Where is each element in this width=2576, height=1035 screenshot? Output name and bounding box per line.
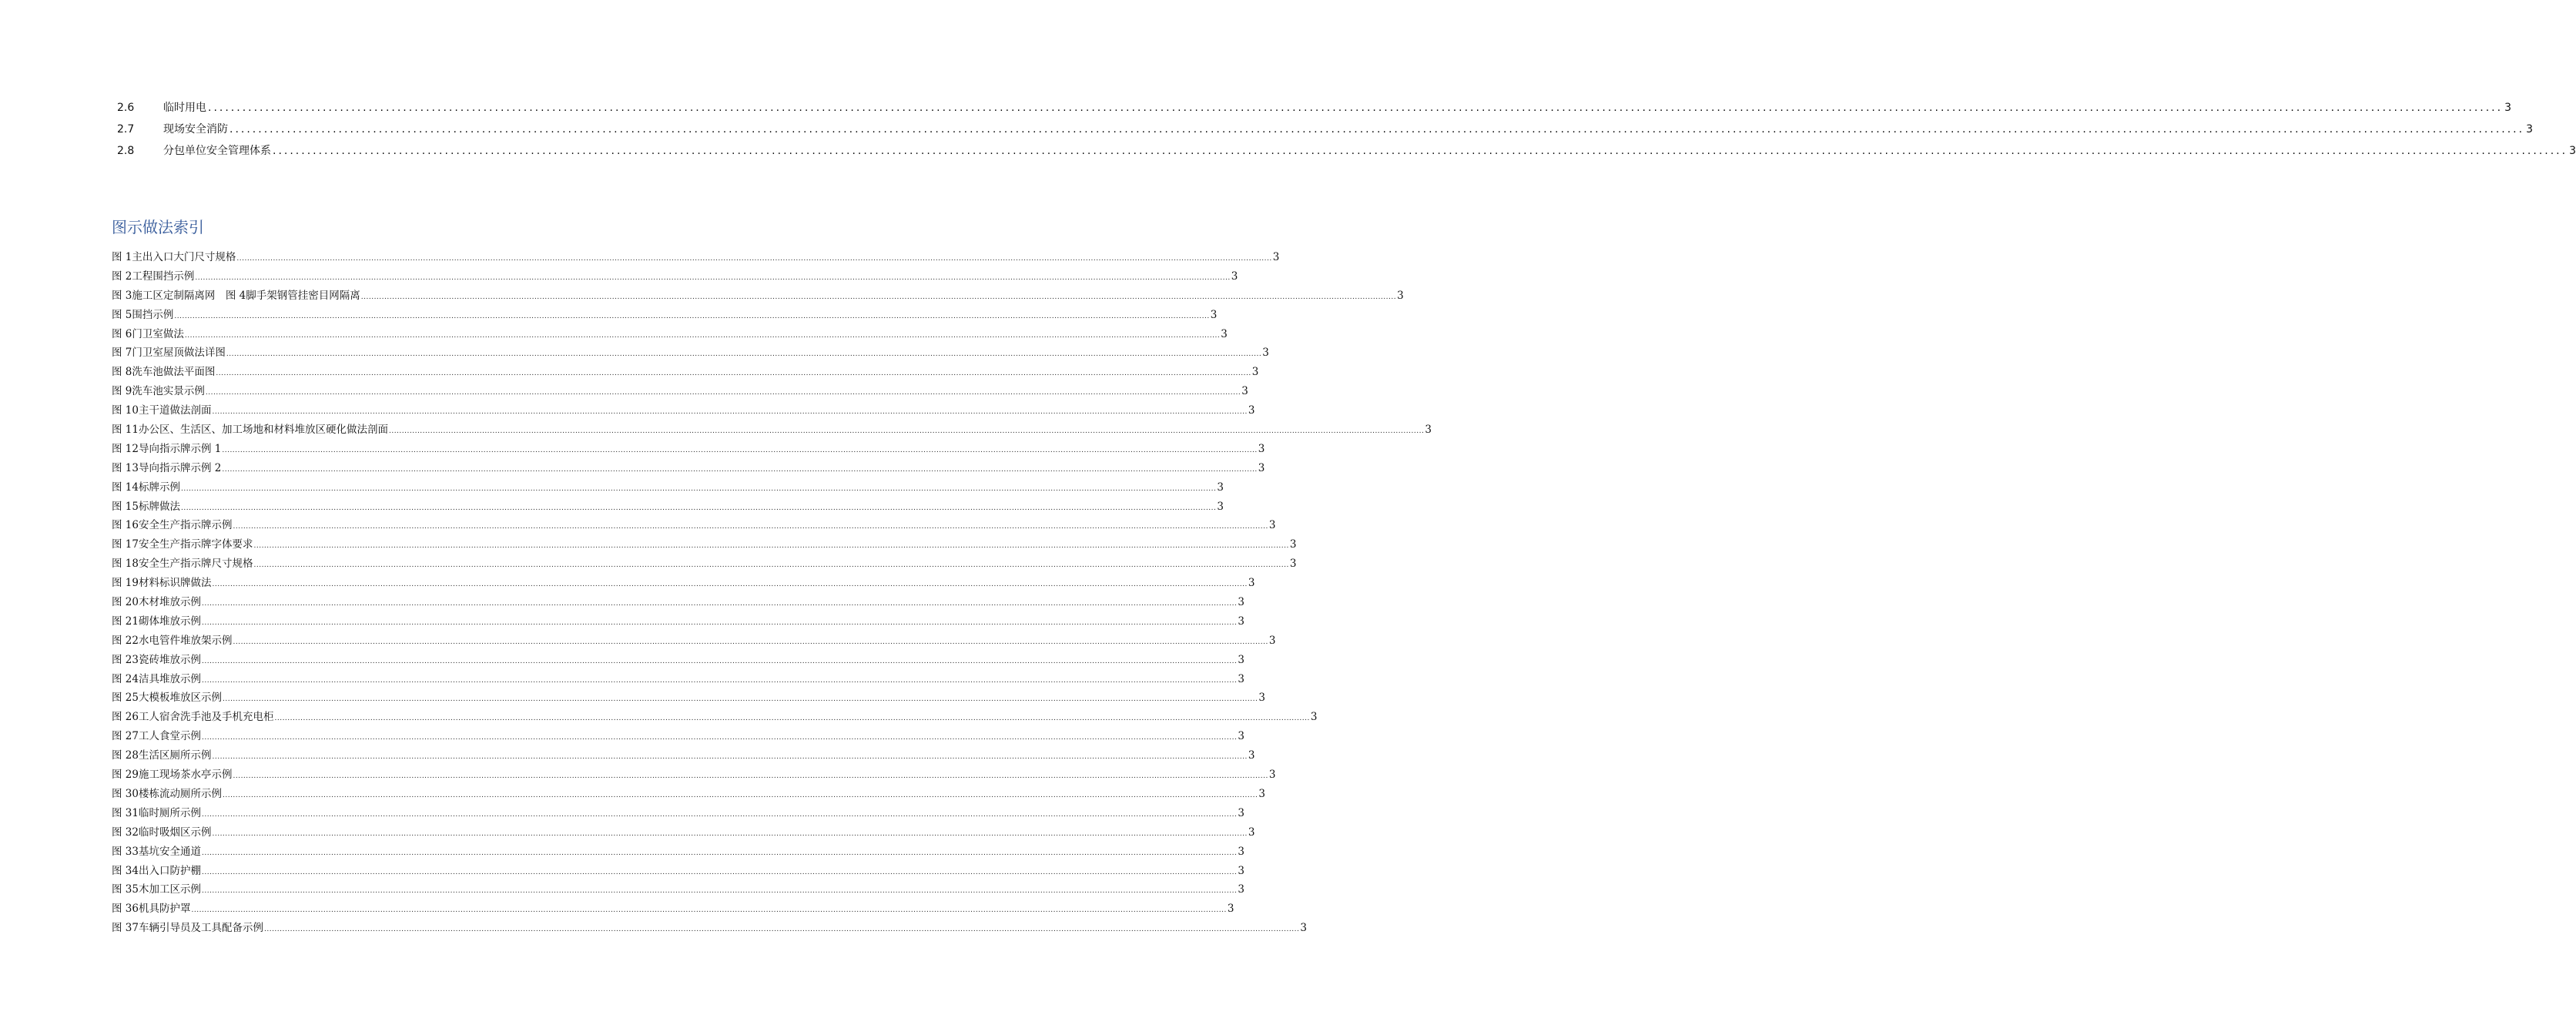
dot-leader: ................................................................................................................................................................................................................................................................................................................................................................................................................ [222,465,1258,474]
figure-index-entry[interactable] [112,688,1265,708]
dot-leader: ................................................................................................................................................................................................................................................................................................................................................................................................................ [201,657,1238,665]
figure-entry-label: 图 26工人宿舍洗手池及手机充电柜 [112,711,274,724]
figure-index-entry[interactable] [112,401,1255,420]
dot-leader: ................................................................................................................................................................................................................................................................................................................................................................................................................ [180,484,1217,493]
figure-entry-label: 图 19材料标识牌做法 [112,577,212,590]
figure-entry-label: 图 36机具防护罩 [112,903,191,916]
figure-entry-page: 3 [1227,903,1234,916]
figure-index-entry[interactable] [112,535,1297,554]
figure-index-entry[interactable] [112,823,1255,842]
figure-index-entry[interactable] [112,631,1276,651]
dot-leader: ................................................................................................................................................................................................................................................................................................................................................................................................................ [201,600,1238,608]
figure-entry-page: 3 [1221,327,1228,340]
figure-entry-label: 图 11办公区、生活区、加工场地和材料堆放区硬化做法剖面 [112,424,388,437]
figure-entry-page: 3 [1241,385,1248,398]
figure-index-entry[interactable] [112,765,1276,785]
dot-leader: ................................................................................................................................................................................................................................................................................................................................................................................................................ [201,734,1238,742]
dot-leader: ................................................................................................................................................................................................................................................................................................................................................................................................................ [205,389,1241,397]
figure-entry-page: 3 [1238,864,1244,877]
dot-leader: ................................................................................................................................................................................................................................................................................................................................................................................................................ [233,772,1268,781]
dot-leader: ................................................................................................................................................................................................................................................................................................................................................................................................................ [388,427,1425,436]
dot-leader: ................................................................................................................................................................................................................................................................................................................................................................................................................ [212,829,1248,838]
figure-entry-label: 图 22水电管件堆放架示例 [112,634,233,647]
figure-entry-label: 图 35木加工区示例 [112,883,201,896]
figure-entry-label: 图 25大模板堆放区示例 [112,692,222,705]
toc-entry-title: 临时用电 [163,102,206,114]
dot-leader: ................................................................................................................................................................................................................................................................................................................................................................................................................ [201,810,1238,819]
figure-index-entry[interactable] [112,593,1244,612]
toc-section-list [117,97,2576,162]
dot-leader: ................................................................................................................................................................................................................................................................................................................................................................................................................ [212,753,1248,762]
figure-index-heading: 图示做法索引 [112,218,204,236]
figure-index-entry[interactable] [112,899,1234,919]
figure-entry-label: 图 5围挡示例 [112,308,174,321]
figure-index-entry[interactable] [112,554,1297,574]
figure-entry-page: 3 [1238,845,1244,858]
figure-entry-label: 图 32临时吸烟区示例 [112,826,212,839]
figure-entry-page: 3 [1251,366,1259,379]
figure-entry-page: 3 [1272,251,1280,263]
figure-entry-label: 图 30楼栋流动厕所示例 [112,787,222,800]
dot-leader: ................................................................................................................................................................................................................................................................................................................................................................................................................ [360,293,1397,301]
figure-entry-label: 图 29施工现场茶水亭示例 [112,769,233,782]
dot-leader: ................................................................................................................................................................................................................................................................................................................................................................................................................ [201,676,1238,685]
figure-entry-label: 图 21砌体堆放示例 [112,615,201,628]
figure-index-entry[interactable] [112,516,1276,535]
figure-entry-label: 图 6门卫室做法 [112,327,184,340]
toc-entry-number: 2.6 [117,102,135,114]
dot-leader: ................................................................................................................................................................................................................................................................................................................................................................................................................ [226,350,1262,359]
figure-entry-page: 3 [1268,769,1276,782]
dot-leader: ................................................................................................................................................................................................................................................................................................................................................................................................................ [236,255,1272,263]
toc-entry[interactable] [117,140,2576,162]
figure-entry-page: 3 [1425,424,1432,437]
figure-index-entry[interactable] [112,651,1244,670]
figure-entry-page: 3 [1210,308,1218,321]
figure-index-entry[interactable] [112,420,1432,440]
toc-entry-page: 3 [2569,145,2576,157]
figure-entry-page: 3 [1217,500,1224,513]
toc-entry[interactable] [117,119,2533,140]
figure-entry-page: 3 [1248,749,1255,762]
figure-entry-page: 3 [1238,730,1244,743]
figure-index-entry[interactable] [112,248,1280,267]
figure-index-entry[interactable] [112,862,1244,881]
figure-entry-page: 3 [1310,711,1318,724]
figure-index-entry[interactable] [112,804,1244,823]
figure-index-entry[interactable] [112,708,1318,727]
figure-entry-label: 图 14标牌示例 [112,481,180,494]
toc-entry-title: 分包单位安全管理体系 [163,145,271,157]
dot-leader: ................................................................................................................................................................................................................................................................................................................................................................................................................ [274,715,1310,723]
figure-index-entry[interactable] [112,670,1244,689]
figure-entry-label: 图 13导向指示牌示例 2 [112,461,222,474]
figure-index-entry[interactable] [112,343,1269,363]
figure-entry-label: 图 20木材堆放示例 [112,596,201,609]
figure-entry-page: 3 [1238,615,1244,628]
dot-leader: ................................................................................................................................................................................................................................................................................................................................................................................................................ [212,408,1248,417]
dot-leader: ................................................................................................................................................................................................................................................................................................................................................................................................................ [222,791,1258,799]
figure-entry-page: 3 [1268,634,1276,647]
figure-entry-label: 图 9洗车池实景示例 [112,385,205,398]
figure-index-entry[interactable] [112,267,1238,286]
dot-leader: ................................................................................................................................................................................................................................................................................................................................................................................................................ [233,523,1268,531]
figure-entry-label: 图 24洁具堆放示例 [112,672,201,685]
dot-leader: ................................................................................................................................................................................................................................................................................................................................................................................................................ [201,618,1238,627]
figure-entry-label: 图 34出入口防护棚 [112,864,201,877]
figure-entry-page: 3 [1248,404,1255,417]
figure-index-entry[interactable] [112,727,1244,746]
figure-entry-label: 图 23瓷砖堆放示例 [112,653,201,666]
figure-entry-label: 图 2工程围挡示例 [112,270,195,283]
dot-leader: ................................................................................................................................................................................................................................................................................................................................................................................................................ [195,273,1231,282]
figure-index-entry[interactable] [112,880,1244,899]
figure-entry-label: 图 12导向指示牌示例 1 [112,442,222,455]
dot-leader: ................................................................................................................................................................................................................................................................................................................................................................................................................ [222,446,1258,454]
figure-entry-page: 3 [1397,289,1404,302]
dot-leader: ................................................................................................................................................................................................................................................................................................................................................................................................................ [253,561,1289,570]
dot-leader: ................................................................................................................................................................................................................................................................................................................................................................................................................ [273,145,2568,157]
figure-entry-label: 图 10主干道做法剖面 [112,404,212,417]
dot-leader: ................................................................................................................................................................................................................................................................................................................................................................................................................ [174,312,1210,320]
figure-entry-page: 3 [1289,558,1297,571]
dot-leader: ................................................................................................................................................................................................................................................................................................................................................................................................................ [212,581,1248,589]
figure-index-list [112,248,1432,938]
toc-entry-title: 现场安全消防 [163,123,228,136]
dot-leader: ................................................................................................................................................................................................................................................................................................................................................................................................................ [222,695,1258,704]
toc-entry-page: 3 [2526,123,2533,136]
figure-entry-label: 图 33基坑安全通道 [112,845,201,858]
toc-entry-number: 2.8 [117,145,135,157]
figure-entry-label: 图 7门卫室屋顶做法详图 [112,347,226,360]
figure-index-entry[interactable] [112,363,1259,382]
dot-leader: ................................................................................................................................................................................................................................................................................................................................................................................................................ [201,887,1238,896]
figure-entry-page: 3 [1258,461,1265,474]
figure-entry-page: 3 [1238,883,1244,896]
figure-entry-label: 图 28生活区厕所示例 [112,749,212,762]
figure-entry-label: 图 27工人食堂示例 [112,730,201,743]
dot-leader: ................................................................................................................................................................................................................................................................................................................................................................................................................ [208,102,2504,114]
figure-index-entry[interactable] [112,785,1265,804]
figure-index-entry[interactable] [112,306,1218,325]
toc-entry-page: 3 [2504,102,2511,114]
figure-index-entry[interactable] [112,325,1228,344]
figure-entry-page: 3 [1231,270,1238,283]
figure-entry-label: 图 15标牌做法 [112,500,180,513]
figure-entry-label: 图 16安全生产指示牌示例 [112,519,233,532]
dot-leader: ................................................................................................................................................................................................................................................................................................................................................................................................................ [201,849,1238,857]
figure-entry-page: 3 [1300,922,1307,935]
figure-entry-page: 3 [1238,653,1244,666]
figure-index-entry[interactable] [112,612,1244,631]
dot-leader: ................................................................................................................................................................................................................................................................................................................................................................................................................ [216,370,1251,378]
figure-entry-page: 3 [1238,672,1244,685]
dot-leader: ................................................................................................................................................................................................................................................................................................................................................................................................................ [180,504,1217,512]
figure-index-entry[interactable] [112,574,1255,593]
dot-leader: ................................................................................................................................................................................................................................................................................................................................................................................................................ [201,868,1238,876]
figure-entry-label: 图 3施工区定制隔离网 图 4脚手架钢管挂密目网隔离 [112,289,360,302]
figure-index-entry[interactable] [112,478,1224,497]
figure-index-entry[interactable] [112,919,1307,938]
figure-entry-page: 3 [1248,577,1255,590]
figure-index-entry[interactable] [112,746,1255,765]
figure-entry-label: 图 17安全生产指示牌字体要求 [112,538,253,551]
dot-leader: ................................................................................................................................................................................................................................................................................................................................................................................................................ [233,638,1268,646]
figure-entry-page: 3 [1238,596,1244,609]
figure-entry-page: 3 [1262,347,1269,360]
figure-entry-page: 3 [1258,442,1265,455]
dot-leader: ................................................................................................................................................................................................................................................................................................................................................................................................................ [229,123,2525,136]
figure-entry-page: 3 [1238,806,1244,819]
toc-entry[interactable] [117,97,2511,119]
figure-entry-page: 3 [1248,826,1255,839]
figure-entry-label: 图 31临时厕所示例 [112,806,201,819]
figure-entry-page: 3 [1289,538,1297,551]
figure-entry-label: 图 8洗车池做法平面图 [112,366,216,379]
dot-leader: ................................................................................................................................................................................................................................................................................................................................................................................................................ [184,331,1221,340]
figure-entry-label: 图 18安全生产指示牌尺寸规格 [112,558,253,571]
figure-entry-label: 图 37车辆引导员及工具配备示例 [112,922,263,935]
figure-index-entry[interactable] [112,286,1404,306]
dot-leader: ................................................................................................................................................................................................................................................................................................................................................................................................................ [263,926,1300,934]
figure-entry-page: 3 [1258,692,1265,705]
toc-entry-number: 2.7 [117,123,135,136]
figure-entry-label: 图 1主出入口大门尺寸规格 [112,251,236,263]
figure-index-entry[interactable] [112,440,1265,459]
figure-index-entry[interactable] [112,459,1265,478]
dot-leader: ................................................................................................................................................................................................................................................................................................................................................................................................................ [191,906,1227,915]
figure-index-entry[interactable] [112,382,1248,401]
figure-entry-page: 3 [1268,519,1276,532]
figure-entry-page: 3 [1217,481,1224,494]
figure-index-entry[interactable] [112,842,1244,862]
figure-index-entry[interactable] [112,497,1224,517]
figure-entry-page: 3 [1258,787,1265,800]
dot-leader: ................................................................................................................................................................................................................................................................................................................................................................................................................ [253,542,1289,551]
